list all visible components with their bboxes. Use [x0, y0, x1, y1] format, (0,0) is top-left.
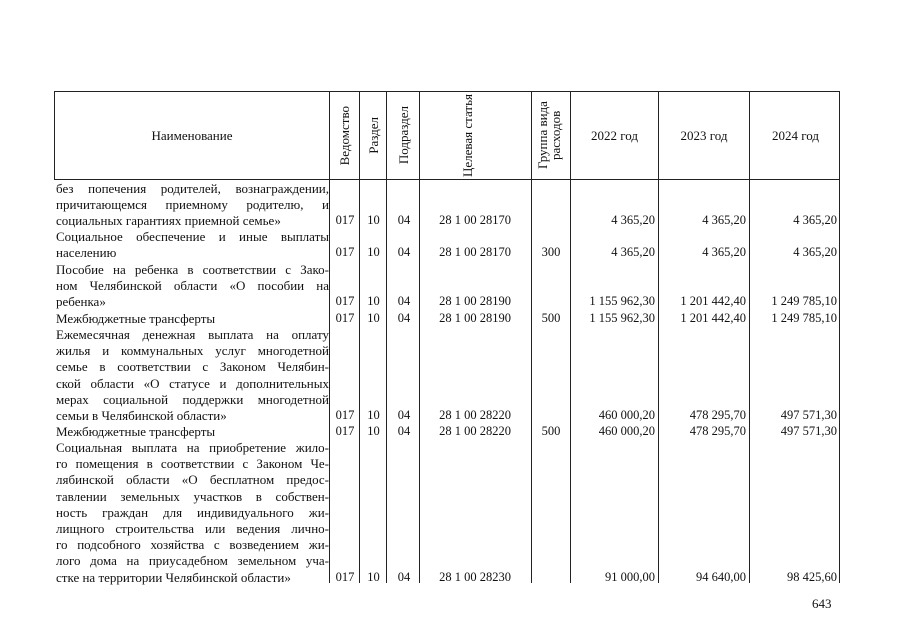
- row-y2024-cell: 1 249 785,10: [771, 294, 837, 309]
- row-razdel-cell: 10: [367, 311, 380, 325]
- row-ved-cell: 017: [335, 213, 355, 228]
- row-y2022-cell: 1 155 962,30: [589, 294, 655, 309]
- row-y2024-cell: 4 365,20: [793, 213, 837, 228]
- row-name-line: Межбюджетные трансферты: [56, 311, 216, 326]
- header-group-cell: [532, 92, 571, 179]
- row-y2022-cell: 91 000,00: [605, 569, 655, 584]
- row-y2022-cell: 4 365,20: [611, 213, 655, 228]
- row-name-line: лищного строительства или ведения лично-: [56, 521, 329, 536]
- row-name-line: ребенка»: [56, 294, 106, 310]
- row-ved-cell: 017: [335, 311, 355, 325]
- header-target-cell: [420, 92, 532, 179]
- row-target-cell: 28 1 00 28220: [439, 424, 511, 438]
- row-y2022-cell: 4 365,20: [611, 245, 655, 260]
- row-podrazdel-cell: 04: [397, 213, 411, 228]
- page-number: 643: [812, 596, 832, 611]
- row-name-line: без попечения родителей, вознаграждении,: [56, 181, 329, 196]
- row-razdel-cell: 10: [367, 424, 380, 438]
- row-podrazdel-cell: 04: [397, 294, 411, 309]
- row-y2022-cell: 460 000,20: [598, 424, 655, 438]
- row-name-line: го подсобного хозяйства с возведением жи-: [56, 537, 329, 553]
- row-name-line: Ежемесячная денежная выплата на оплату: [56, 327, 329, 342]
- row-name-line: тавлении земельных участков в собствен-: [56, 488, 329, 504]
- row-target-cell: 28 1 00 28230: [439, 569, 511, 584]
- row-razdel-cell: 10: [367, 213, 380, 228]
- header-vedomstvo-cell: [330, 92, 360, 179]
- row-podrazdel-cell: 04: [397, 311, 411, 325]
- row-group-cell: 300: [541, 245, 561, 260]
- column-divider: [359, 180, 360, 583]
- row-target-cell: 28 1 00 28190: [439, 294, 511, 309]
- row-name-line: ном Челябинской области «О пособии на: [56, 278, 329, 294]
- row-razdel-cell: 10: [367, 569, 380, 584]
- row-name-line: стке на территории Челябинской области»: [56, 569, 291, 585]
- column-divider: [658, 180, 659, 583]
- column-divider: [570, 180, 571, 583]
- row-y2024-cell: 1 249 785,10: [771, 311, 837, 325]
- row-name-line: ность граждан для индивидуального жи-: [56, 504, 329, 520]
- row-target-cell: 28 1 00 28170: [439, 245, 511, 260]
- row-podrazdel-cell: 04: [397, 245, 411, 260]
- column-divider: [749, 180, 750, 583]
- row-razdel-cell: 10: [367, 408, 380, 422]
- row-y2023-cell: 4 365,20: [702, 245, 746, 260]
- row-name-line: семье в соответствии с Законом Челябин-: [56, 359, 329, 375]
- row-group-cell: 500: [541, 424, 561, 438]
- row-name-line: социальных гарантиях приемной семье»: [56, 213, 281, 229]
- column-divider: [531, 180, 532, 583]
- row-y2023-cell: 1 201 442,40: [680, 294, 746, 309]
- header-2023-cell: [659, 92, 750, 179]
- row-name-line: лого дома на приусадебном земельном уча-: [56, 553, 329, 569]
- header-name-cell: [55, 92, 330, 179]
- header-name: Наименование: [151, 127, 233, 143]
- row-name-line: ской области «О статусе и дополнительных: [56, 375, 329, 391]
- row-y2023-cell: 94 640,00: [696, 569, 746, 584]
- row-podrazdel-cell: 04: [397, 424, 411, 438]
- row-podrazdel-cell: 04: [397, 408, 411, 422]
- row-name-line: Пособие на ребенка в соответствии с Зако-: [56, 262, 329, 277]
- row-y2023-cell: 1 201 442,40: [680, 311, 746, 325]
- table-header: [54, 91, 840, 180]
- row-name-line: жилья и коммунальных услуг многодетной: [56, 343, 329, 359]
- row-razdel-cell: 10: [367, 245, 380, 260]
- row-name-line: мерах социальной поддержки многодетной: [56, 391, 329, 407]
- row-name-line: Социальное обеспечение и иные выплаты: [56, 229, 329, 244]
- row-group-cell: 500: [541, 311, 561, 325]
- row-y2022-cell: 1 155 962,30: [589, 311, 655, 325]
- column-divider: [419, 180, 420, 583]
- header-razdel: Раздел: [365, 117, 381, 154]
- row-name-line: лябинской области «О бесплатном предос-: [56, 472, 329, 488]
- header-group: Группа вида расходов: [535, 101, 563, 170]
- row-y2024-cell: 497 571,30: [780, 408, 837, 422]
- column-divider: [329, 180, 330, 583]
- header-target: Целевая статья: [459, 93, 475, 177]
- header-podrazdel: Подраздел: [395, 106, 411, 165]
- header-2024: 2024 год: [772, 127, 819, 143]
- row-y2024-cell: 4 365,20: [793, 245, 837, 260]
- row-y2024-cell: 497 571,30: [780, 424, 837, 438]
- row-razdel-cell: 10: [367, 294, 380, 309]
- row-y2023-cell: 478 295,70: [689, 424, 746, 438]
- row-y2023-cell: 478 295,70: [689, 408, 746, 422]
- row-name-line: Социальная выплата на приобретение жило-: [56, 440, 329, 455]
- row-ved-cell: 017: [335, 294, 355, 309]
- row-ved-cell: 017: [335, 569, 355, 584]
- row-target-cell: 28 1 00 28170: [439, 213, 511, 228]
- row-ved-cell: 017: [335, 408, 355, 422]
- row-ved-cell: 017: [335, 424, 355, 438]
- row-name-line: населению: [56, 245, 117, 261]
- header-razdel-cell: [360, 92, 387, 179]
- row-name-line: Межбюджетные трансферты: [56, 424, 216, 439]
- row-podrazdel-cell: 04: [397, 569, 411, 584]
- header-2022-cell: [571, 92, 659, 179]
- row-name-line: семьи в Челябинской области»: [56, 408, 227, 423]
- row-y2024-cell: 98 425,60: [787, 569, 837, 584]
- column-divider: [839, 180, 840, 583]
- row-target-cell: 28 1 00 28190: [439, 311, 511, 325]
- column-divider: [386, 180, 387, 583]
- row-y2022-cell: 460 000,20: [598, 408, 655, 422]
- header-vedomstvo: Ведомство: [337, 105, 352, 166]
- row-target-cell: 28 1 00 28220: [439, 408, 511, 422]
- row-name-line: причитающемся приемному родителю, и: [56, 197, 329, 213]
- header-2023: 2023 год: [680, 127, 728, 143]
- header-2024-cell: [750, 92, 841, 179]
- row-y2023-cell: 4 365,20: [702, 213, 746, 228]
- header-podrazdel-cell: [387, 92, 420, 179]
- header-2022: 2022 год: [591, 127, 638, 143]
- row-ved-cell: 017: [335, 245, 355, 260]
- row-name-line: го помещения в соответствии с Законом Че-: [56, 456, 329, 472]
